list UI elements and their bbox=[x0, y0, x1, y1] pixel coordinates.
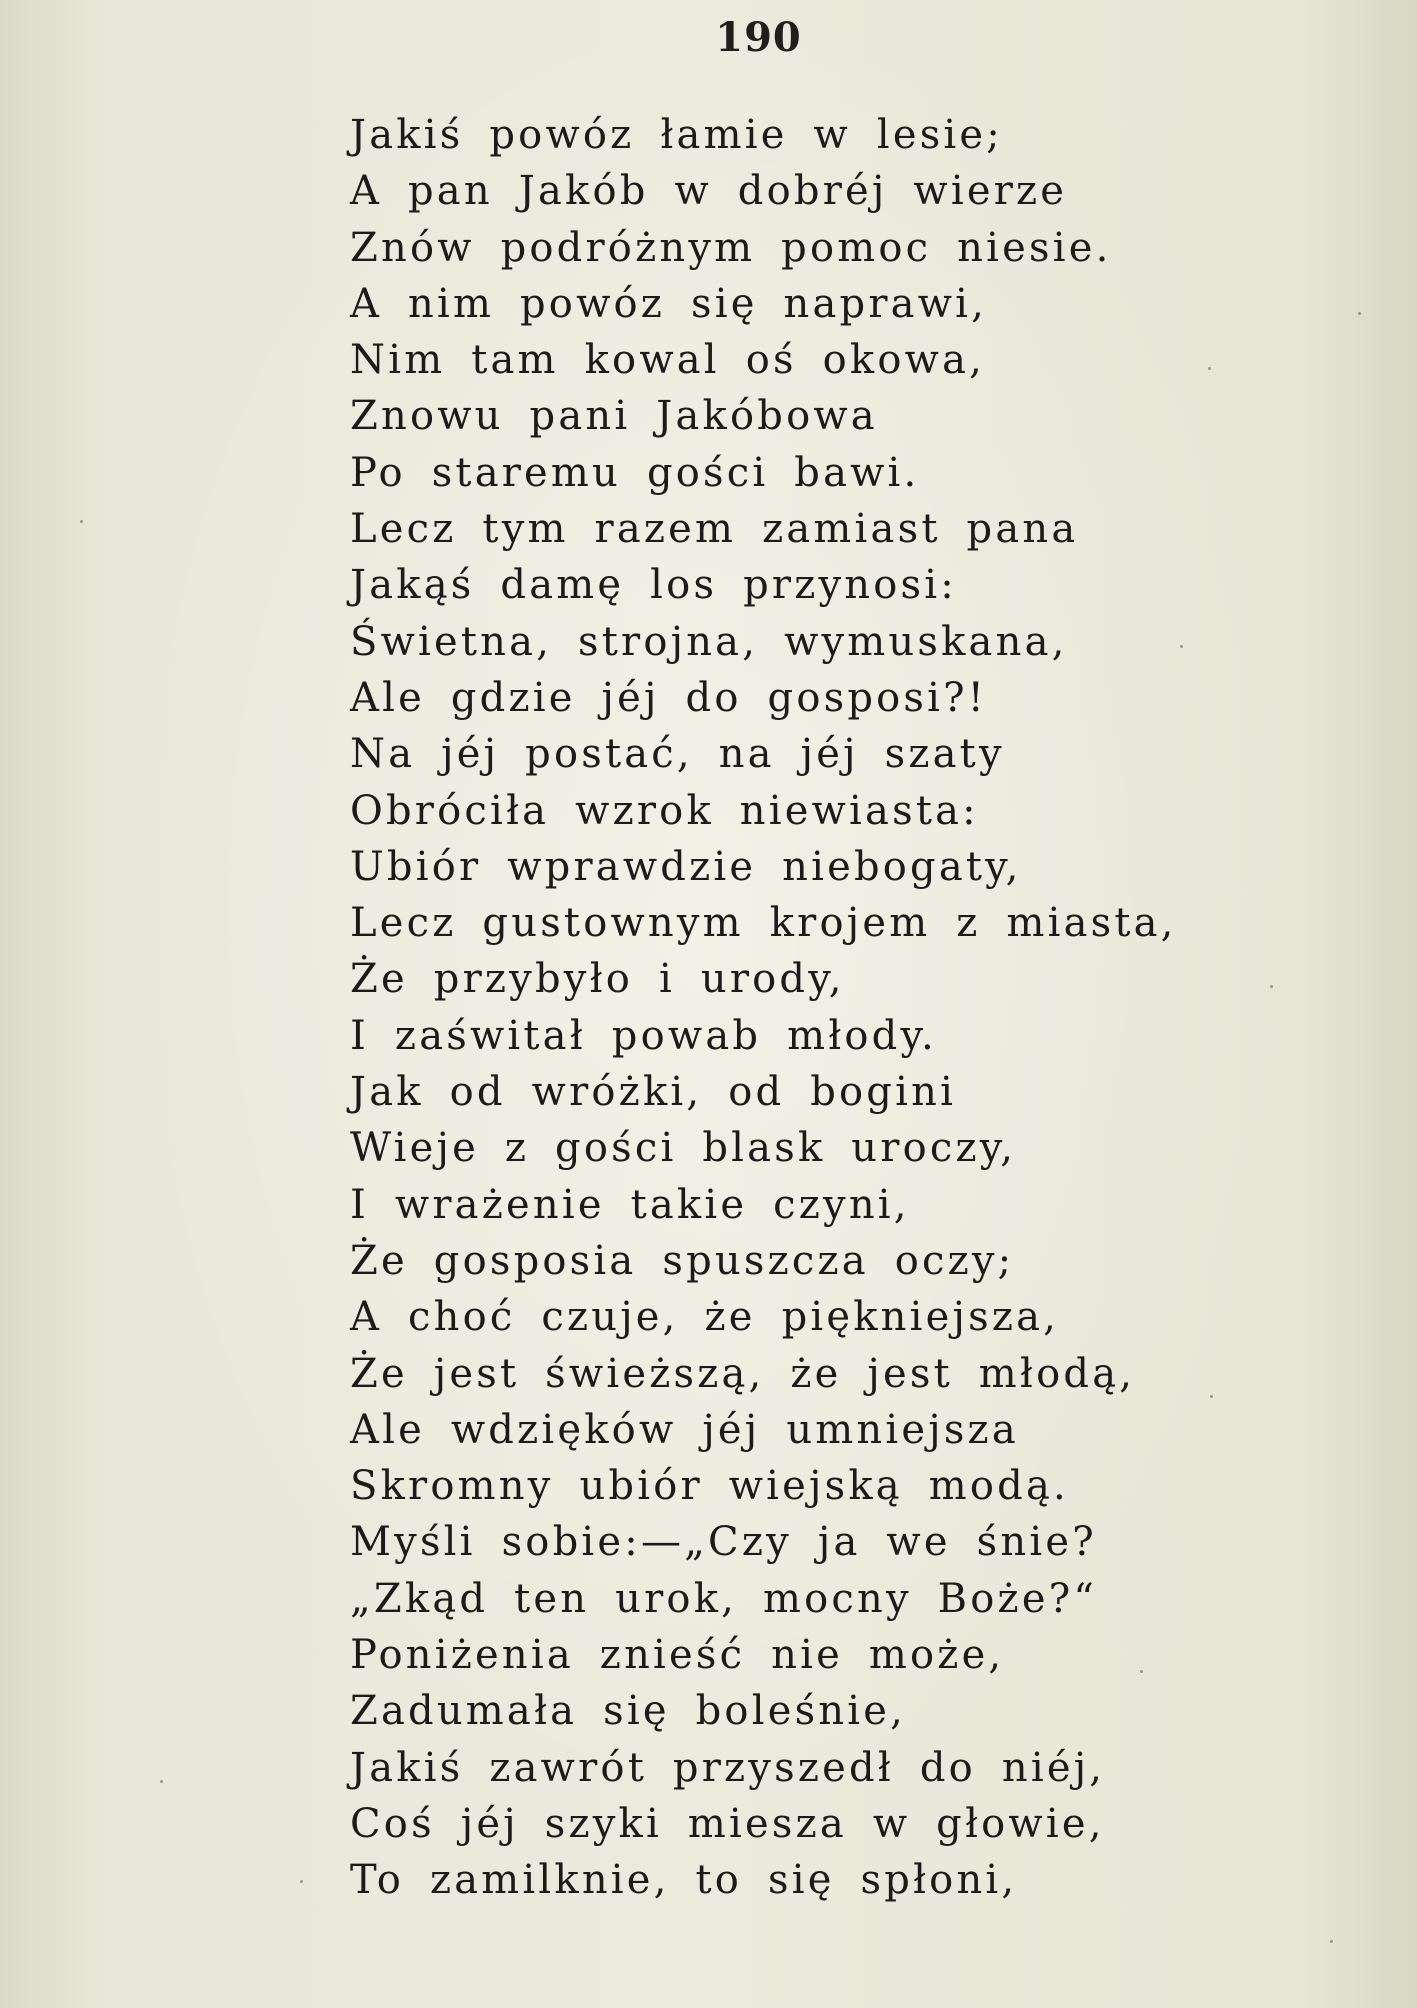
poem-line: Jakiś powóz łamie w lesie; bbox=[350, 112, 1003, 158]
paper-speck bbox=[300, 1880, 303, 1883]
poem-line: I wrażenie takie czyni, bbox=[350, 1181, 910, 1228]
poem-line: Lecz gustownym krojem z miasta, bbox=[350, 900, 1177, 947]
poem-line: Znowu pani Jakóbowa bbox=[350, 393, 878, 440]
poem-line: A choć czuje, że piękniejsza, bbox=[350, 1294, 1060, 1341]
poem-line: Znów podróżnym pomoc niesie. bbox=[350, 224, 1112, 271]
poem-line: I zaświtał powab młody. bbox=[350, 1012, 937, 1059]
poem-text bbox=[350, 107, 1250, 1909]
poem-line: To zamilknie, to się spłoni, bbox=[350, 1857, 1018, 1904]
poem-line: Coś jéj szyki miesza w głowie, bbox=[350, 1800, 1105, 1847]
poem-line: Że gosposia spuszcza oczy; bbox=[350, 1237, 1015, 1284]
poem-line: Nim tam kowal oś okowa, bbox=[350, 337, 986, 384]
paper-speck bbox=[1358, 312, 1361, 315]
poem-line: Myśli sobie:—„Czy ja we śnie? bbox=[350, 1519, 1097, 1566]
poem-line: Ubiór wprawdzie niebogaty, bbox=[350, 843, 1022, 890]
poem-line: Lecz tym razem zamiast pana bbox=[350, 506, 1079, 553]
poem-line: Poniżenia znieść nie może, bbox=[350, 1632, 1005, 1679]
poem-line: Jak od wróżki, od bogini bbox=[350, 1069, 957, 1116]
poem-line: „Zkąd ten urok, mocny Boże?“ bbox=[350, 1575, 1097, 1622]
paper-speck bbox=[1180, 645, 1183, 648]
paper-speck bbox=[1210, 1395, 1213, 1398]
poem-line: Ale wdzięków jéj umniejsza bbox=[350, 1406, 1019, 1453]
poem-line: Skromny ubiór wiejską modą. bbox=[350, 1463, 1069, 1510]
page-number: 190 bbox=[715, 14, 802, 61]
poem-line: Jakąś damę los przynosi: bbox=[350, 562, 957, 609]
poem-line: Na jéj postać, na jéj szaty bbox=[350, 731, 1005, 778]
poem-line: Ale gdzie jéj do gosposi?! bbox=[350, 674, 988, 721]
paper-speck bbox=[1270, 985, 1273, 988]
paper-speck bbox=[160, 1780, 163, 1783]
poem-line: Po staremu gości bawi. bbox=[350, 449, 920, 496]
poem-line: Obróciła wzrok niewiasta: bbox=[350, 787, 979, 834]
paper-speck bbox=[80, 520, 83, 523]
poem-line: Wieje z gości blask uroczy, bbox=[350, 1125, 1017, 1172]
poem-line: Że jest świeższą, że jest młodą, bbox=[350, 1350, 1136, 1397]
poem-line: Zadumała się boleśnie, bbox=[350, 1688, 907, 1735]
paper-speck bbox=[1140, 1670, 1143, 1673]
paper-speck bbox=[1208, 367, 1211, 370]
poem-line: A pan Jakób w dobréj wierze bbox=[350, 168, 1068, 215]
paper-speck bbox=[1330, 1940, 1333, 1943]
poem-line: Że przybyło i urody, bbox=[350, 956, 845, 1003]
poem-line: Jakiś zawrót przyszedł do niéj, bbox=[350, 1744, 1106, 1791]
poem-line: Świetna, strojna, wymuskana, bbox=[350, 618, 1068, 665]
poem-line: A nim powóz się naprawi, bbox=[350, 280, 988, 327]
